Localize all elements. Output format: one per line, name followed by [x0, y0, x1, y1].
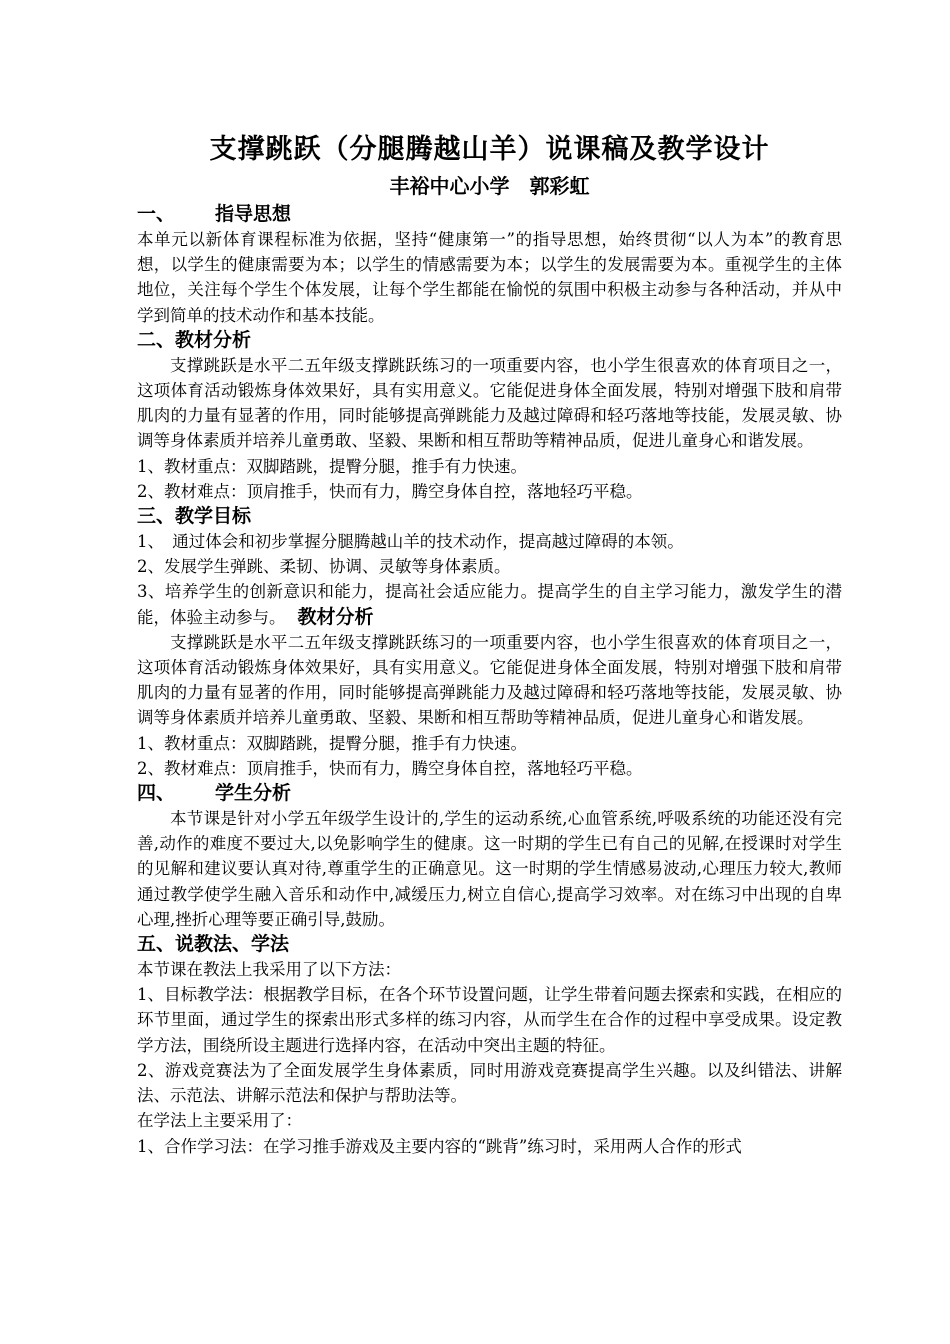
paragraph	[137, 579, 842, 629]
paragraph: 本单元以新体育课程标准为依据，坚持“健康第一”的指导思想，始终贯彻“以人为本”的教育思想，以学生的健康需要为本；以学生的情感需要为本；以学生的发展需要为本。重视学生的主体地位，关注每个学生个体发展，让每个学生都能在愉悦的氛围中积极主动参与各种活动，并从中学到简单的技术动作和基本技能。	[137, 230, 842, 325]
paragraph: 支撑跳跃是水平二五年级支撑跳跃练习的一项重要内容，也小学生很喜欢的体育项目之一，这项体育活动锻炼身体效果好，具有实用意义。它能促进身体全面发展，特别对增强下肢和肩带肌肉的力量有显著的作用，同时能够提高弹跳能力及越过障碍和轻巧落地等技能，发展灵敏、协调等身体素质并培养儿童勇敢、坚毅、果断和相互帮助等精神品质，促进儿童身心和谐发展。	[137, 355, 842, 451]
paragraph: 支撑跳跃是水平二五年级支撑跳跃练习的一项重要内容，也小学生很喜欢的体育项目之一，这项体育活动锻炼身体效果好，具有实用意义。它能促进身体全面发展，特别对增强下肢和肩带肌肉的力量有显著的作用，同时能够提高弹跳能力及越过障碍和轻巧落地等技能，发展灵敏、协调等身体素质并培养儿童勇敢、坚毅、果断和相互帮助等精神品质，促进儿童身心和谐发展。	[137, 632, 842, 728]
section-number: 四、	[137, 782, 176, 805]
paragraph: 1、教材重点：双脚踏跳，提臀分腿，推手有力快速。	[137, 456, 527, 476]
section-heading-student-analysis	[137, 781, 842, 806]
section-title: 学生分析	[215, 782, 292, 805]
section-heading-guiding-thought	[137, 202, 842, 227]
paragraph: 2、发展学生弹跳、柔韧、协调、灵敏等身体素质。	[137, 557, 511, 577]
section-number: 一、	[137, 203, 176, 225]
paragraph: 1、目标教学法：根据教学目标，在各个环节设置问题，让学生带着问题去探索和实践，在相应的环节里面，通过学生的探索出形式多样的练习内容，从而学生在合作的过程中享受成果。设定教学方法，围绕所设主题进行选择内容，在活动中突出主题的特征。	[137, 985, 842, 1055]
paragraph: 2、教材难点：顶肩推手，快而有力，腾空身体自控，落地轻巧平稳。	[137, 758, 643, 778]
document-title: 支撑跳跃（分腿腾越山羊）说课稿及教学设计	[209, 134, 770, 165]
paragraph: 1、合作学习法：在学习推手游戏及主要内容的“跳背”练习时，采用两人合作的形式	[137, 1136, 742, 1156]
paragraph: 1、教材重点：双脚踏跳，提臀分腿，推手有力快速。	[137, 733, 527, 753]
paragraph: 本节课在教法上我采用了以下方法：	[137, 960, 401, 980]
paragraph: 1、 通过体会和初步掌握分腿腾越山羊的技术动作，提高越过障碍的本领。	[137, 532, 684, 552]
section-heading-teaching-goals: 三、教学目标	[137, 505, 252, 528]
document-author: 丰裕中心小学 郭彩虹	[389, 174, 590, 198]
section-heading-material-analysis: 二、教材分析	[137, 328, 252, 351]
section-heading-teaching-methods: 五、说教法、学法	[137, 933, 290, 956]
inline-heading-material-analysis: 教材分析	[297, 605, 374, 628]
paragraph: 2、游戏竞赛法为了全面发展学生身体素质，同时用游戏竞赛提高学生兴趣。以及纠错法、讲解法、示范法、讲解示范法和保护与帮助法等。	[137, 1060, 842, 1106]
paragraph: 2、教材难点：顶肩推手，快而有力，腾空身体自控，落地轻巧平稳。	[137, 481, 643, 501]
section-title: 指导思想	[215, 203, 292, 225]
document-body	[137, 130, 842, 1159]
paragraph: 本节课是针对小学五年级学生设计的,学生的运动系统,心血管系统,呼吸系统的功能还没有完善,动作的难度不要过大,以免影响学生的健康。这一时期的学生已有自己的见解,在授课时对学生的见解和建议要认真对待,尊重学生的正确意见。这一时期的学生情感易波动,心理压力较大,教师通过教学使学生融入音乐和动作中,减缓压力,树立自信心,提高学习效率。对在练习中出现的自卑心理,挫折心理等要正确引导,鼓励。	[137, 809, 842, 929]
paragraph: 在学法上主要采用了：	[137, 1111, 302, 1131]
paragraph-text: 3、培养学生的创新意识和能力，提高社会适应能力。提高学生的自主学习能力，激发学生的潜能，体验主动参与。	[137, 582, 842, 627]
